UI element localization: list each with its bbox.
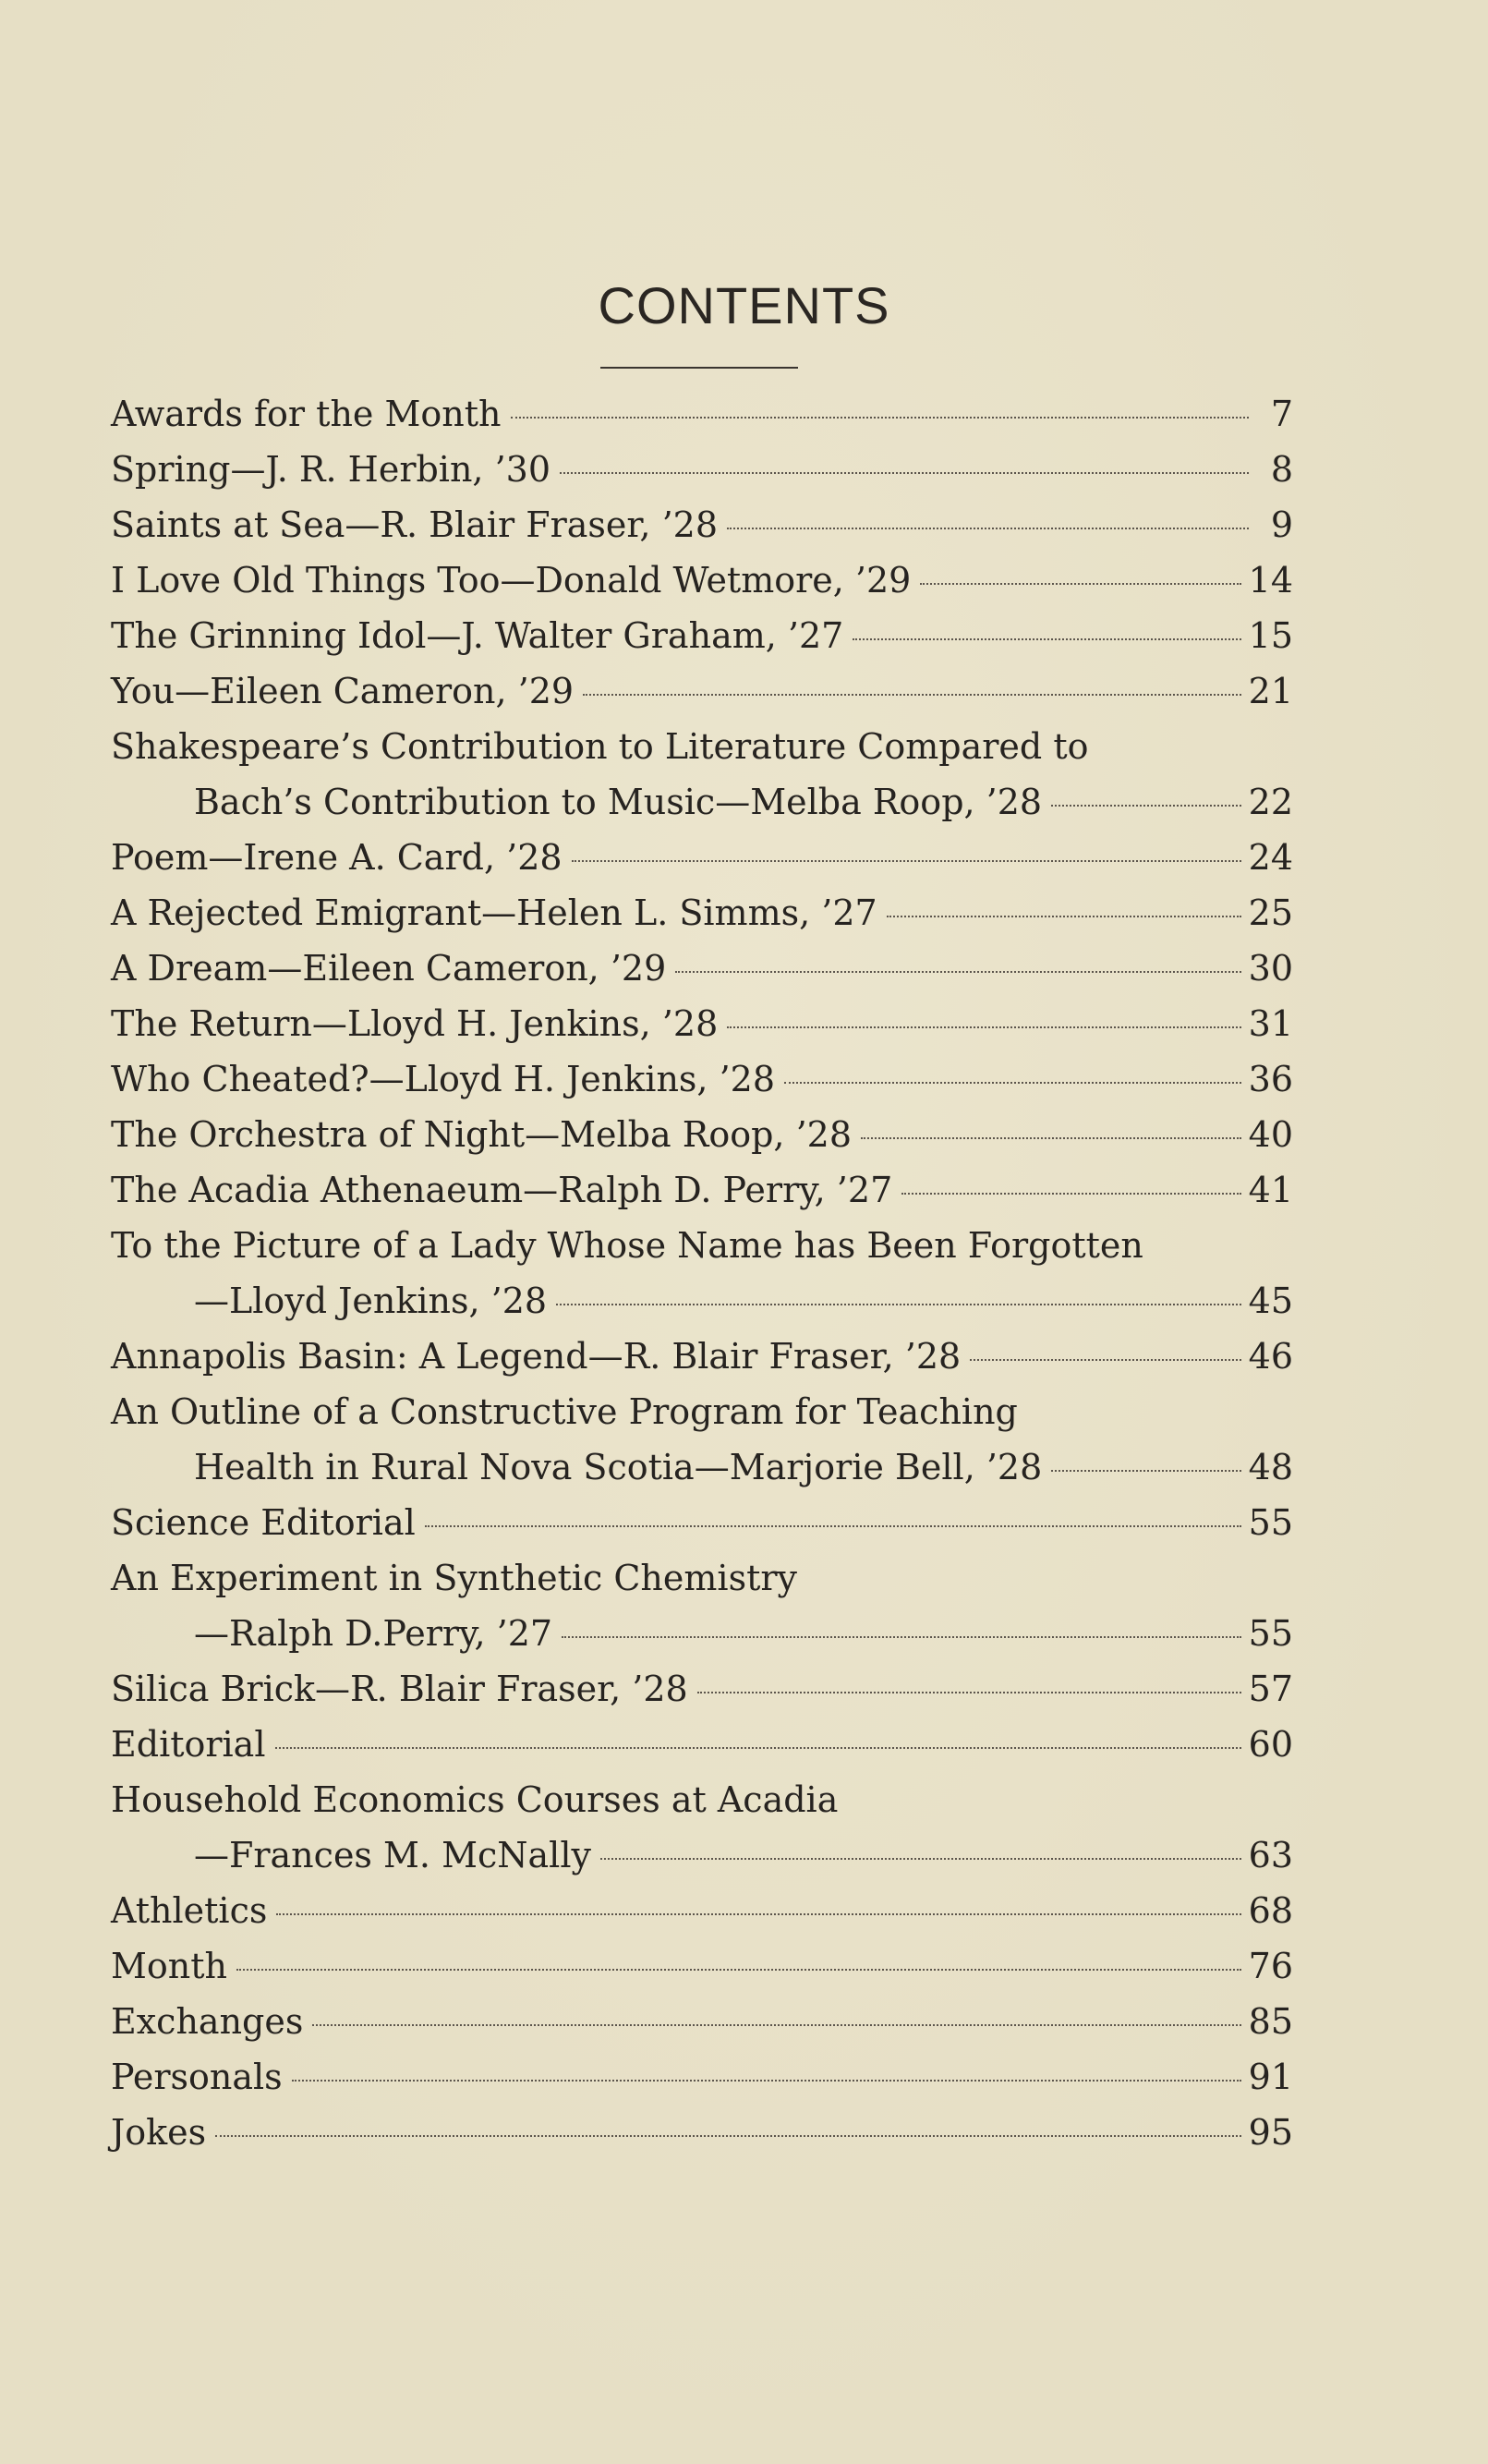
toc-entry xyxy=(111,552,1293,608)
table-of-contents xyxy=(111,386,1293,2160)
toc-entry-title: Month xyxy=(111,1946,228,1986)
toc-entry-title: Shakespeare’s Contribution to Literature Compared to xyxy=(111,726,1089,767)
toc-entry-line xyxy=(111,497,1293,552)
toc-entry-title: I Love Old Things Too—Donald Wetmore, ’29 xyxy=(111,560,912,601)
toc-entry-line xyxy=(111,1994,1293,2049)
toc-entry xyxy=(111,608,1293,663)
toc-page-number: 24 xyxy=(1248,837,1293,878)
toc-entry xyxy=(111,386,1293,442)
toc-entry-line xyxy=(111,1938,1293,1994)
toc-page-number: 46 xyxy=(1248,1336,1293,1377)
toc-entry-title: Editorial xyxy=(111,1724,266,1765)
toc-entry xyxy=(111,1495,1293,1550)
toc-page-number: 55 xyxy=(1248,1502,1293,1543)
toc-entry-line xyxy=(111,1883,1293,1938)
toc-entry-line xyxy=(111,1162,1293,1218)
toc-page-number: 8 xyxy=(1270,449,1293,490)
toc-entry xyxy=(111,1329,1293,1384)
toc-page-number: 91 xyxy=(1248,2057,1293,2097)
toc-page-number: 25 xyxy=(1248,892,1293,933)
toc-entry-line xyxy=(111,1107,1293,1162)
dot-leader xyxy=(511,417,1250,419)
toc-entry xyxy=(111,2049,1293,2105)
toc-entry-title: A Dream—Eileen Cameron, ’29 xyxy=(111,948,667,989)
toc-entry xyxy=(111,1218,1293,1329)
toc-entry-title: Spring—J. R. Herbin, ’30 xyxy=(111,449,551,490)
toc-entry-line xyxy=(111,1384,1293,1439)
dot-leader xyxy=(727,528,1249,529)
dot-leader xyxy=(887,916,1241,917)
toc-entry-title: —Ralph D.Perry, ’27 xyxy=(194,1613,553,1654)
dot-leader xyxy=(583,694,1241,696)
toc-entry-title: Jokes xyxy=(111,2112,207,2153)
toc-page-number: 14 xyxy=(1248,560,1293,601)
toc-entry-line xyxy=(111,1218,1293,1273)
toc-entry-line xyxy=(111,552,1293,608)
dot-leader xyxy=(675,971,1240,973)
toc-entry xyxy=(111,1717,1293,1772)
toc-entry xyxy=(111,830,1293,885)
toc-entry xyxy=(111,663,1293,719)
toc-entry-continuation-line xyxy=(111,774,1293,830)
toc-entry xyxy=(111,941,1293,996)
toc-page-number: 22 xyxy=(1248,782,1293,822)
dot-leader xyxy=(970,1359,1240,1361)
dot-leader xyxy=(312,2024,1240,2026)
toc-page-number: 9 xyxy=(1270,504,1293,545)
toc-entry-continuation-line xyxy=(111,1273,1293,1329)
toc-page-number: 36 xyxy=(1248,1059,1293,1099)
toc-entry xyxy=(111,1550,1293,1661)
toc-page-number: 15 xyxy=(1248,615,1293,656)
toc-page-number: 55 xyxy=(1248,1613,1293,1654)
toc-entry-line xyxy=(111,1329,1293,1384)
toc-page-number: 31 xyxy=(1248,1003,1293,1044)
toc-entry-line xyxy=(111,830,1293,885)
toc-entry-line xyxy=(111,941,1293,996)
toc-entry-line xyxy=(111,2105,1293,2160)
toc-entry-line xyxy=(111,663,1293,719)
dot-leader xyxy=(697,1692,1241,1693)
toc-page-number: 85 xyxy=(1248,2001,1293,2042)
toc-entry-title: Who Cheated?—Lloyd H. Jenkins, ’28 xyxy=(111,1059,776,1099)
toc-page-number: 95 xyxy=(1248,2112,1293,2153)
toc-entry-line xyxy=(111,996,1293,1051)
toc-entry-line xyxy=(111,885,1293,941)
dot-leader xyxy=(425,1525,1241,1527)
toc-entry-title: Poem—Irene A. Card, ’28 xyxy=(111,837,563,878)
toc-page-number: 21 xyxy=(1248,671,1293,711)
dot-leader xyxy=(562,1636,1241,1638)
toc-entry-title: To the Picture of a Lady Whose Name has Been Forgotten xyxy=(111,1225,1143,1266)
toc-entry-title: Silica Brick—R. Blair Fraser, ’28 xyxy=(111,1669,688,1709)
toc-entry-title: Annapolis Basin: A Legend—R. Blair Fraser, ’28 xyxy=(111,1336,962,1377)
toc-entry xyxy=(111,497,1293,552)
toc-entry xyxy=(111,1883,1293,1938)
toc-entry xyxy=(111,885,1293,941)
toc-entry-title: Health in Rural Nova Scotia—Marjorie Bell, ’28 xyxy=(194,1447,1043,1487)
toc-entry-title: The Grinning Idol—J. Walter Graham, ’27 xyxy=(111,615,844,656)
toc-page-number: 60 xyxy=(1248,1724,1293,1765)
toc-entry xyxy=(111,1384,1293,1495)
toc-entry-line xyxy=(111,2049,1293,2105)
dot-leader xyxy=(920,583,1240,585)
toc-entry-title: Personals xyxy=(111,2057,283,2097)
toc-entry-continuation-line xyxy=(111,1827,1293,1883)
toc-entry-title: Exchanges xyxy=(111,2001,304,2042)
toc-entry-line xyxy=(111,1550,1293,1606)
toc-page-number: 57 xyxy=(1248,1669,1293,1709)
toc-entry-title: Saints at Sea—R. Blair Fraser, ’28 xyxy=(111,504,719,545)
toc-entry xyxy=(111,1107,1293,1162)
toc-page-number: 63 xyxy=(1248,1835,1293,1875)
toc-entry-line xyxy=(111,442,1293,497)
dot-leader xyxy=(572,860,1241,862)
toc-entry-title: Household Economics Courses at Acadia xyxy=(111,1779,839,1820)
toc-entry-title: The Orchestra of Night—Melba Roop, ’28 xyxy=(111,1114,853,1155)
dot-leader xyxy=(600,1858,1241,1860)
toc-entry xyxy=(111,1938,1293,1994)
toc-entry-line xyxy=(111,608,1293,663)
dot-leader xyxy=(215,2135,1241,2137)
toc-entry-line xyxy=(111,1661,1293,1717)
toc-entry-title: An Experiment in Synthetic Chemistry xyxy=(111,1558,797,1598)
toc-entry-continuation-line xyxy=(111,1606,1293,1661)
toc-entry-line xyxy=(111,719,1293,774)
toc-entry-line xyxy=(111,1772,1293,1827)
toc-page-number: 48 xyxy=(1248,1447,1293,1487)
toc-page-number: 68 xyxy=(1248,1890,1293,1931)
toc-entry-title: —Lloyd Jenkins, ’28 xyxy=(194,1281,548,1321)
toc-entry-title: The Return—Lloyd H. Jenkins, ’28 xyxy=(111,1003,719,1044)
toc-page-number: 7 xyxy=(1270,394,1293,434)
dot-leader xyxy=(1051,805,1241,807)
dot-leader xyxy=(275,1747,1241,1749)
toc-page-number: 41 xyxy=(1248,1170,1293,1210)
toc-entry xyxy=(111,719,1293,830)
toc-entry-title: —Frances M. McNally xyxy=(194,1835,591,1875)
dot-leader xyxy=(901,1193,1240,1195)
toc-entry-continuation-line xyxy=(111,1439,1293,1495)
toc-entry-title: Science Editorial xyxy=(111,1502,416,1543)
toc-entry xyxy=(111,1661,1293,1717)
toc-entry-title: Bach’s Contribution to Music—Melba Roop, ’28 xyxy=(194,782,1043,822)
toc-entry xyxy=(111,2105,1293,2160)
toc-entry xyxy=(111,442,1293,497)
toc-entry-title: You—Eileen Cameron, ’29 xyxy=(111,671,575,711)
dot-leader xyxy=(784,1082,1241,1084)
toc-entry-line xyxy=(111,1717,1293,1772)
dot-leader xyxy=(853,638,1240,640)
dot-leader xyxy=(292,2080,1241,2082)
toc-entry-title: Awards for the Month xyxy=(111,394,502,434)
dot-leader xyxy=(727,1026,1240,1028)
page-title: CONTENTS xyxy=(598,276,890,334)
toc-entry xyxy=(111,1994,1293,2049)
toc-entry-line xyxy=(111,386,1293,442)
toc-entry-title: The Acadia Athenaeum—Ralph D. Perry, ’27 xyxy=(111,1170,893,1210)
toc-page-number: 30 xyxy=(1248,948,1293,989)
toc-page-number: 76 xyxy=(1248,1946,1293,1986)
toc-entry-title: Athletics xyxy=(111,1890,268,1931)
dot-leader xyxy=(276,1913,1240,1915)
toc-entry xyxy=(111,1162,1293,1218)
toc-entry-line xyxy=(111,1051,1293,1107)
dot-leader xyxy=(1051,1470,1240,1472)
toc-entry-line xyxy=(111,1495,1293,1550)
dot-leader xyxy=(861,1137,1241,1139)
toc-entry xyxy=(111,1772,1293,1883)
dot-leader xyxy=(560,472,1249,474)
toc-page-number: 40 xyxy=(1248,1114,1293,1155)
toc-entry-title: An Outline of a Constructive Program for Teaching xyxy=(111,1391,1018,1432)
dot-leader xyxy=(556,1304,1241,1305)
toc-entry-title: A Rejected Emigrant—Helen L. Simms, ’27 xyxy=(111,892,877,933)
dot-leader xyxy=(236,1969,1241,1971)
toc-entry xyxy=(111,1051,1293,1107)
toc-page-number: 45 xyxy=(1248,1281,1293,1321)
toc-entry xyxy=(111,996,1293,1051)
title-underline xyxy=(600,367,798,369)
